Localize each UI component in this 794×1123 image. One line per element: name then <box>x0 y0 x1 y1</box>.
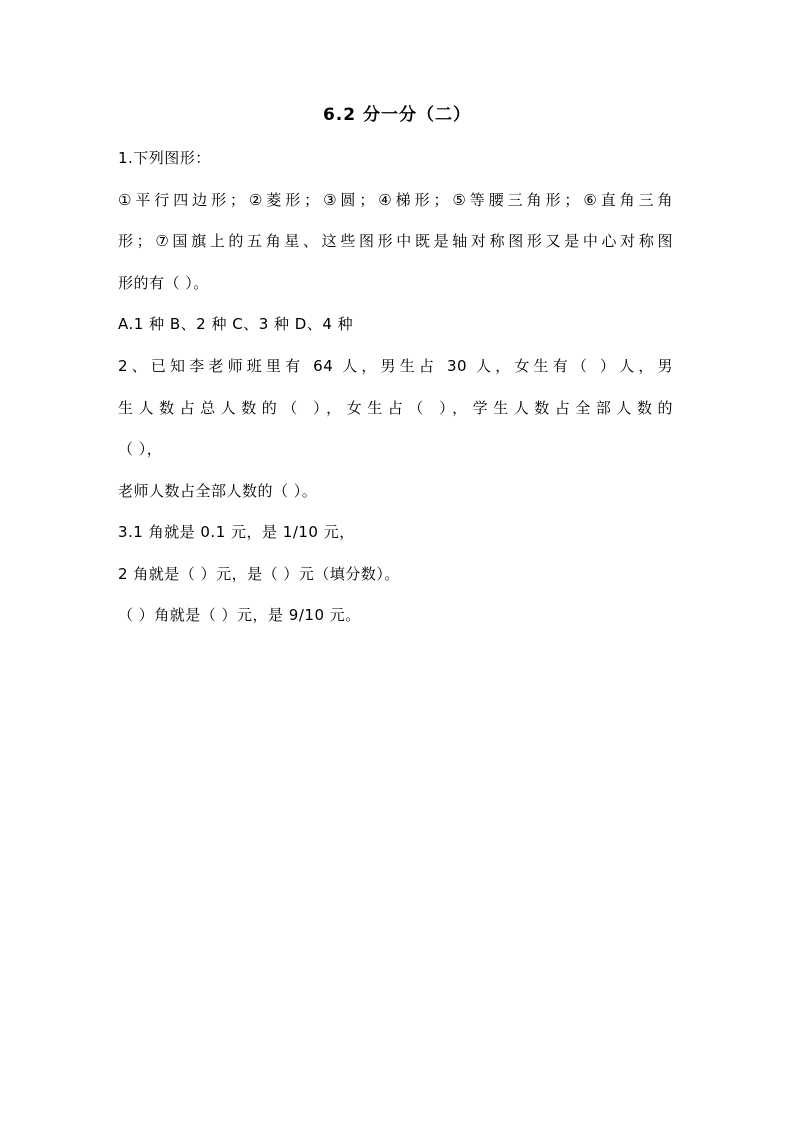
question-2-line-1: 2、已知李老师班里有 64 人，男生占 30 人，女生有（ ）人，男 <box>118 357 673 375</box>
question-1-options: A.1 种 B、2 种 C、3 种 D、4 种 <box>118 315 354 333</box>
question-1-heading: 1.下列图形： <box>118 149 211 167</box>
question-1-shapes-line-2: 形；⑦国旗上的五角星、这些图形中既是轴对称图形又是中心对称图 <box>118 232 673 250</box>
question-2-line-2: 生人数占总人数的（ ），女生占（ ），学生人数占全部人数的 <box>118 399 673 417</box>
question-3-line-3: （ ）角就是（ ）元，是 9/10 元。 <box>118 606 361 624</box>
page-title: 6.2 分一分（二） <box>322 105 472 125</box>
question-2-line-3: （ ）， <box>118 440 163 458</box>
question-1-shapes-line-1: ①平行四边形；②菱形；③圆；④梯形；⑤等腰三角形；⑥直角三角 <box>118 191 673 209</box>
question-1-prompt: 形的有（ ）。 <box>118 274 209 292</box>
question-3-line-1: 3.1 角就是 0.1 元，是 1/10 元， <box>118 523 355 541</box>
question-2-line-4: 老师人数占全部人数的（ ）。 <box>118 482 318 500</box>
question-3-line-2: 2 角就是（ ）元，是（ ）元（填分数）。 <box>118 565 400 583</box>
